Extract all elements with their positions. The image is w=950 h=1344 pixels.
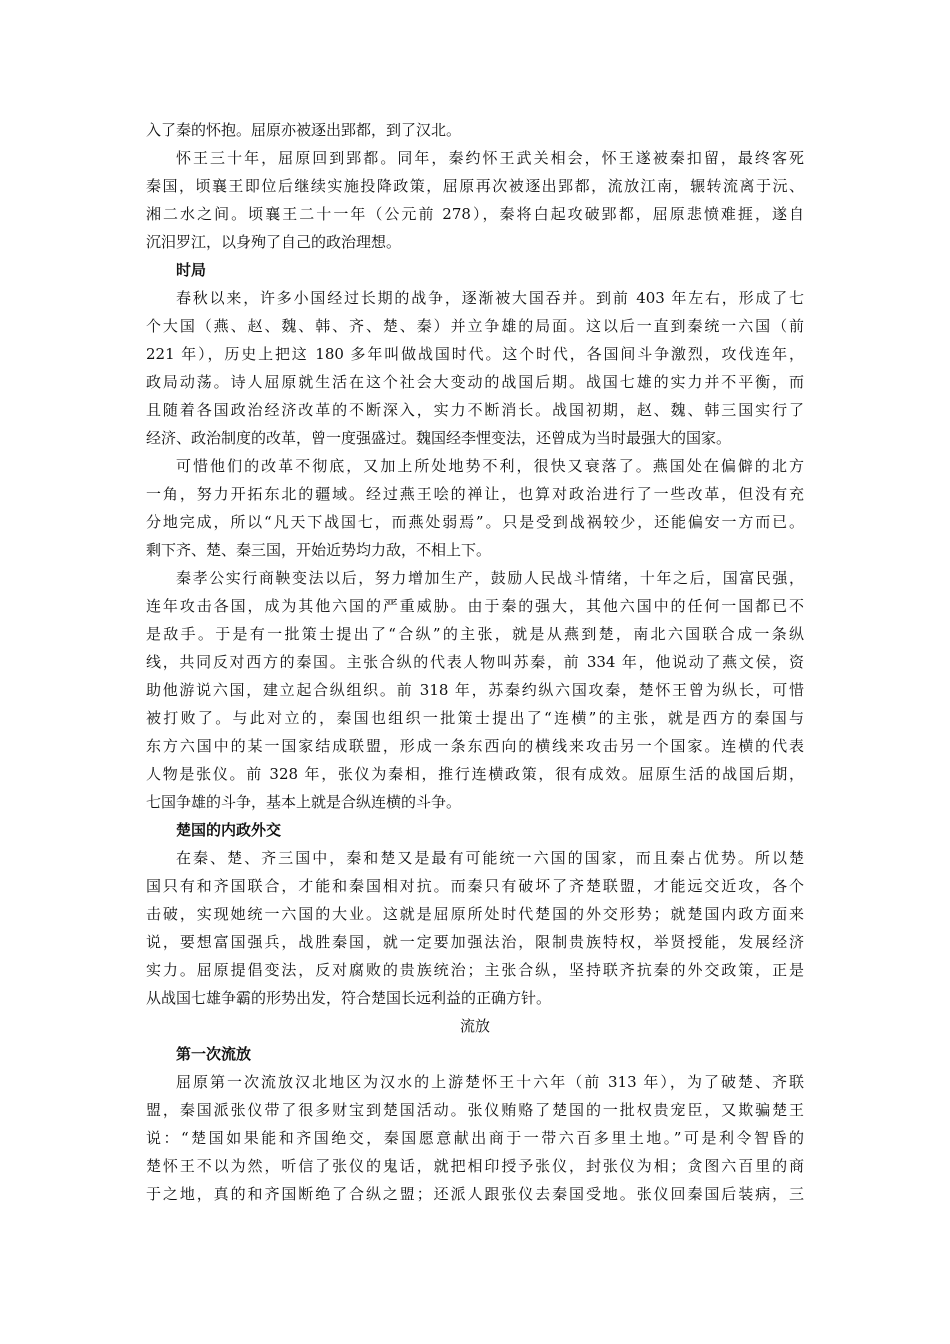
section-heading: 第一次流放: [176, 1045, 252, 1063]
text-line: 助他游说六国，建立起合纵组织。前 318 年，苏秦约纵六国攻秦，楚怀王曾为纵长，可惜: [146, 681, 804, 699]
text-line: 人物是张仪。前 328 年，张仪为秦相，推行连横政策，很有成效。屈原生活的战国后期，: [146, 765, 804, 783]
text-line: 实力。屈原提倡变法，反对腐败的贵族统治；主张合纵，坚持联齐抗秦的外交政策，正是: [146, 961, 804, 979]
text-line: 楚怀王不以为然，听信了张仪的鬼话，就把相印授予张仪，封张仪为相；贪图六百里的商: [146, 1157, 804, 1175]
text-line: 秦国，顷襄王即位后继续实施投降政策，屈原再次被逐出郢都，流放江南，辗转流离于沅、: [146, 177, 804, 195]
text-line: 且随着各国政治经济改革的不断深入，实力不断消长。战国初期，赵、魏、韩三国实行了: [146, 401, 804, 419]
text-line: 剩下齐、楚、秦三国，开始近势均力敌，不相上下。: [146, 541, 492, 559]
chapter-title: 流放: [459, 1017, 490, 1035]
text-line: 东方六国中的某一国家结成联盟，形成一条东西向的横线来攻击另一个国家。连横的代表: [146, 737, 804, 755]
text-line: 线，共同反对西方的秦国。主张合纵的代表人物叫苏秦，前 334 年，他说动了燕文侯，资: [146, 653, 804, 671]
text-line: 说，要想富国强兵，战胜秦国，就一定要加强法治，限制贵族特权，举贤授能，发展经济: [146, 933, 804, 951]
text-line: 击破，实现她统一六国的大业。这就是屈原所处时代楚国的外交形势；就楚国内政方面来: [146, 905, 804, 923]
paragraph-line: 秦孝公实行商鞅变法以后，努力增加生产，鼓励人民战斗情绪，十年之后，国富民强，: [176, 569, 804, 587]
paragraph-line: 可惜他们的改革不彻底，又加上所处地势不利，很快又衰落了。燕国处在偏僻的北方: [176, 457, 804, 475]
paragraph-line: 春秋以来，许多小国经过长期的战争，逐渐被大国吞并。到前 403 年左右，形成了七: [176, 289, 804, 307]
paragraph-line: 屈原第一次流放汉北地区为汉水的上游楚怀王十六年（前 313 年），为了破楚、齐联: [176, 1073, 804, 1091]
text-line: 是敌手。于是有一批策士提出了“合纵”的主张，就是从燕到楚，南北六国联合成一条纵: [146, 625, 804, 643]
text-line: 从战国七雄争霸的形势出发，符合楚国长远利益的正确方针。: [146, 989, 552, 1007]
paragraph-line: 在秦、楚、齐三国中，秦和楚又是最有可能统一六国的国家，而且秦占优势。所以楚: [176, 849, 804, 867]
text-line: 盟，秦国派张仪带了很多财宝到楚国活动。张仪贿赂了楚国的一批权贵宠臣，又欺骗楚王: [146, 1101, 804, 1119]
text-line: 一角，努力开拓东北的疆域。经过燕王哙的禅让，也算对政治进行了一些改革，但没有充: [146, 485, 804, 503]
text-line: 221 年），历史上把这 180 多年叫做战国时代。这个时代，各国间斗争激烈，攻伐连年，: [146, 345, 804, 363]
text-line: 说：“楚国如果能和齐国绝交，秦国愿意献出商于一带六百多里土地。”可是利令智昏的: [146, 1129, 804, 1147]
text-line: 连年攻击各国，成为其他六国的严重威胁。由于秦的强大，其他六国中的任何一国都已不: [146, 597, 804, 615]
document-page: [146, 116, 804, 1208]
text-line: 湘二水之间。顷襄王二十一年（公元前 278），秦将白起攻破郢都，屈原悲愤难捱，遂自: [146, 205, 804, 223]
text-line: 经济、政治制度的改革，曾一度强盛过。魏国经李悝变法，还曾成为当时最强大的国家。: [146, 429, 732, 447]
text-line: 于之地，真的和齐国断绝了合纵之盟；还派人跟张仪去秦国受地。张仪回秦国后装病，三: [146, 1185, 804, 1203]
text-line: 沉汨罗江，以身殉了自己的政治理想。: [146, 233, 402, 251]
text-line: 国只有和齐国联合，才能和秦国相对抗。而秦只有破坏了齐楚联盟，才能远交近攻，各个: [146, 877, 804, 895]
text-line: 七国争雄的斗争，基本上就是合纵连横的斗争。: [146, 793, 462, 811]
section-heading: 楚国的内政外交: [176, 821, 282, 839]
text-line: 分地完成，所以“凡天下战国七，而燕处弱焉”。只是受到战祸较少，还能偏安一方而已。: [146, 513, 804, 531]
section-heading: 时局: [176, 261, 207, 279]
paragraph-line: 怀王三十年，屈原回到郢都。同年，秦约怀王武关相会，怀王遂被秦扣留，最终客死: [176, 149, 804, 167]
text-line: 入了秦的怀抱。屈原亦被逐出郢都，到了汉北。: [146, 121, 462, 139]
text-line: 被打败了。与此对立的，秦国也组织一批策士提出了“连横”的主张，就是西方的秦国与: [146, 709, 804, 727]
text-line: 政局动荡。诗人屈原就生活在这个社会大变动的战国后期。战国七雄的实力并不平衡，而: [146, 373, 804, 391]
text-line: 个大国（燕、赵、魏、韩、齐、楚、秦）并立争雄的局面。这以后一直到秦统一六国（前: [146, 317, 804, 335]
